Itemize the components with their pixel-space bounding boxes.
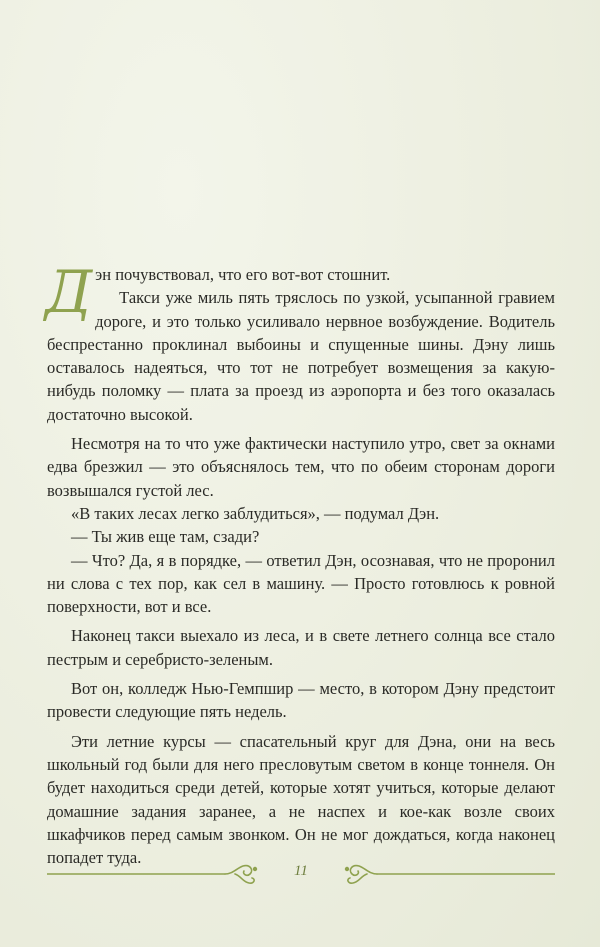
paragraph-6: — Что? Да, я в порядке, — ответил Дэн, осознавая, что не проронил ни слова с тех пор, как сел в машину. — Просто готовлюсь к ровной поверхности, вот и все. xyxy=(47,550,555,617)
body-text xyxy=(45,258,555,869)
paragraph-8: Вот он, колледж Нью-Гемпшир — место, в котором Дэну предстоит провести следующие пять недель. xyxy=(47,679,555,722)
paragraph-9: Эти летние курсы — спасательный круг для Дэна, они на весь школьный год были для него пресловутым светом в конце тоннеля. Он будет находиться среди детей, которые хотят учиться, которые делают домашние задания заранее, а не наспех и кое-как возле своих шкафчиков перед самым звонком. Он не мог дождаться, когда наконец попадет туда. xyxy=(47,731,555,868)
paragraph-2: Такси уже миль пять тряслось по узкой, усыпанной гравием дороге, и это только усиливало нервное возбуждение. Водитель беспрестанно проклинал выбоины и спущенные шины. Дэну лишь оставалось надеяться, что тот не потребует возмещения за какую-нибудь поломку — плата за проезд из аэропорта и без того оказалась достаточно высокой. xyxy=(47,288,555,424)
paragraph-4: «В таких лесах легко заблудиться», — подумал Дэн. xyxy=(71,503,440,523)
paragraph-3: Несмотря на то что уже фактически наступило утро, свет за окнами едва брезжил — это объяснялось тем, что по обеим сторонам дороги возвышался густой лес. xyxy=(47,434,555,500)
paragraph-1-text: эн почувствовал, что его вот-вот стошнит. xyxy=(95,265,391,284)
paragraph-7: Наконец такси выехало из леса, и в свете летнего солнца все стало пестрым и серебристо-зеленым. xyxy=(47,626,555,669)
page-number: 11 xyxy=(294,863,308,879)
dropcap-letter: Д xyxy=(45,258,93,326)
paragraph-1 xyxy=(45,258,555,326)
paragraph-5: — Ты жив еще там, сзади? xyxy=(71,527,260,547)
page-footer xyxy=(47,858,555,888)
